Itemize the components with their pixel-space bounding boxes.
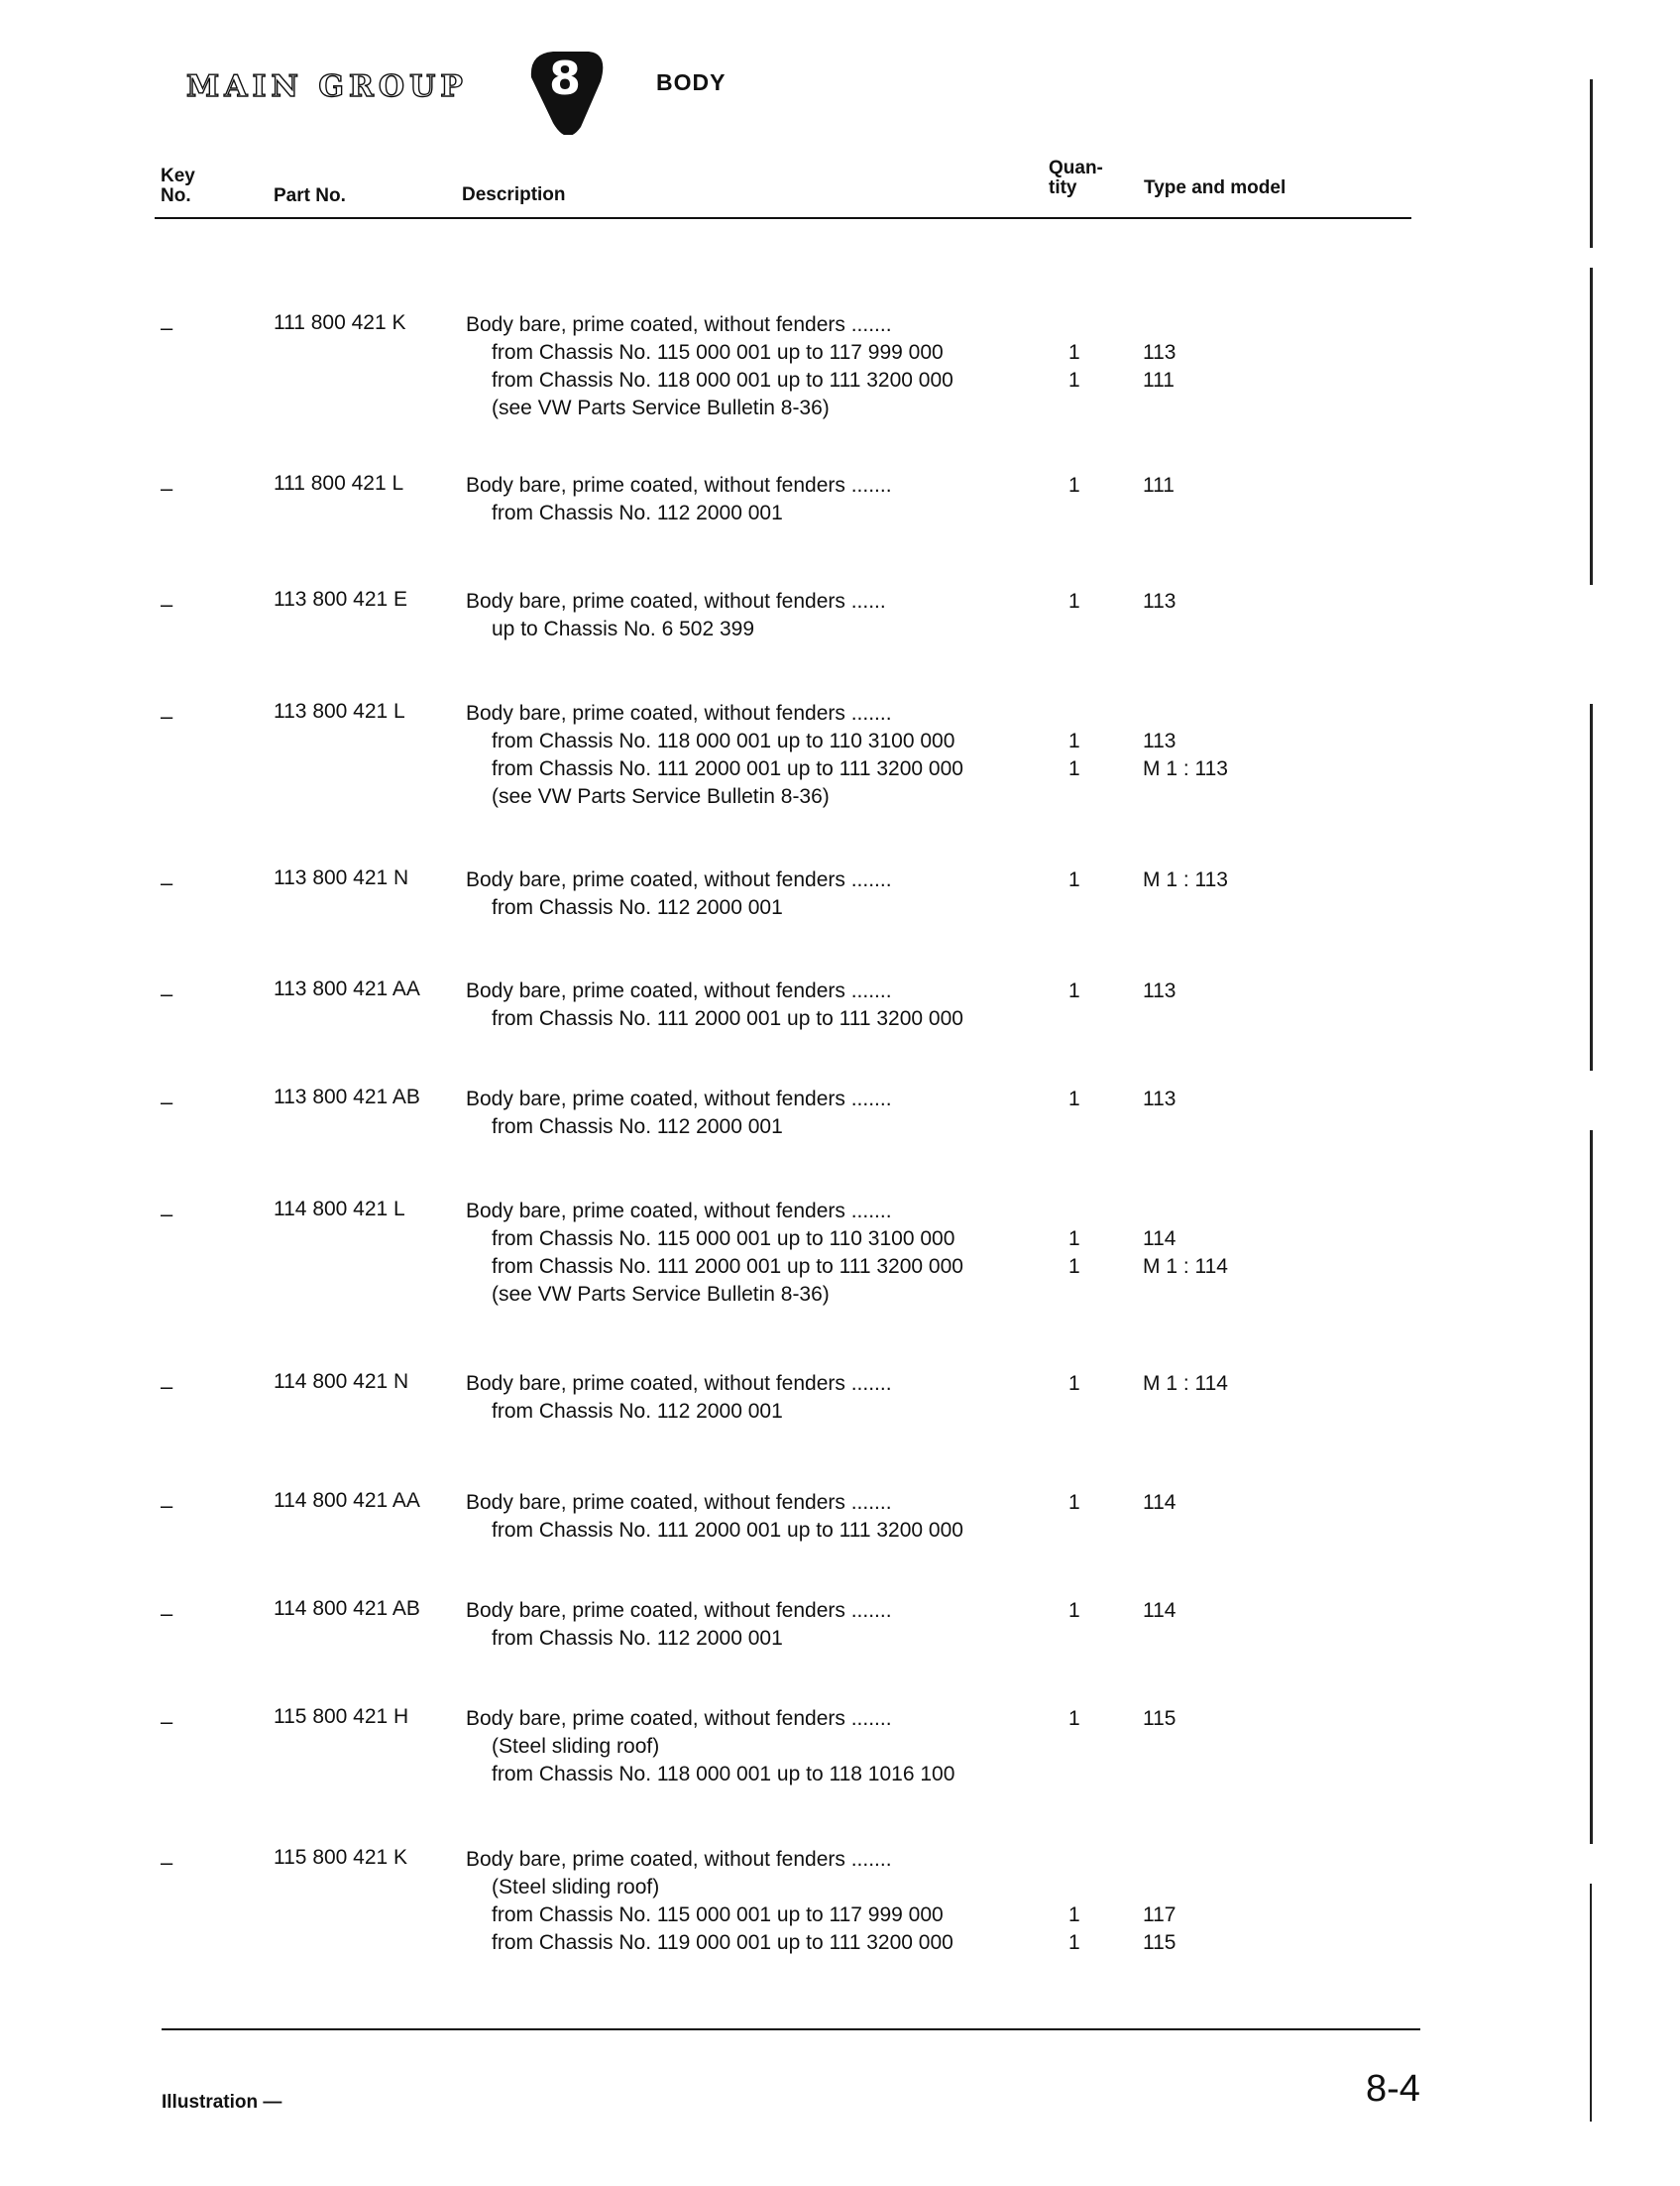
qty-line bbox=[1068, 500, 1098, 527]
desc-line: from Chassis No. 111 2000 001 up to 111 3200 000 bbox=[492, 757, 963, 780]
qty-line: 1 bbox=[1068, 474, 1080, 497]
qty-line: 1 bbox=[1068, 979, 1080, 1002]
qty-line bbox=[1068, 700, 1098, 728]
description bbox=[466, 472, 1041, 527]
desc-line: from Chassis No. 112 2000 001 bbox=[492, 1627, 783, 1650]
qty-line: 1 bbox=[1068, 1255, 1080, 1278]
type-line bbox=[1143, 1281, 1341, 1309]
type-line bbox=[1143, 1733, 1341, 1761]
qty-line: 1 bbox=[1068, 1707, 1080, 1730]
col-part-no: Part No. bbox=[274, 185, 346, 206]
type-line: 113 bbox=[1143, 341, 1176, 364]
desc-line: Body bare, prime coated, without fenders ....... bbox=[466, 1707, 892, 1730]
key-no: – bbox=[161, 1601, 173, 1626]
col-key-no: Key No. bbox=[161, 166, 195, 206]
type-line bbox=[1143, 700, 1341, 728]
type-line: 111 bbox=[1143, 474, 1175, 497]
key-no: – bbox=[161, 870, 173, 895]
desc-line: Body bare, prime coated, without fenders ....... bbox=[466, 1088, 892, 1110]
qty-line: 1 bbox=[1068, 757, 1080, 780]
qty-line: 1 bbox=[1068, 1088, 1080, 1110]
quantity bbox=[1068, 311, 1098, 422]
desc-line: Body bare, prime coated, without fenders ...... bbox=[466, 590, 886, 613]
description bbox=[466, 1370, 1041, 1426]
key-no: – bbox=[161, 592, 173, 617]
desc-line: Body bare, prime coated, without fenders ....... bbox=[466, 702, 892, 725]
key-no: – bbox=[161, 476, 173, 501]
quantity bbox=[1068, 1370, 1098, 1426]
qty-line: 1 bbox=[1068, 341, 1080, 364]
type-model bbox=[1143, 311, 1341, 422]
part-no: 113 800 421 AB bbox=[274, 1086, 420, 1108]
key-no: – bbox=[161, 1374, 173, 1399]
part-no: 114 800 421 AA bbox=[274, 1489, 420, 1512]
quantity bbox=[1068, 1086, 1098, 1141]
description bbox=[466, 1198, 1041, 1309]
type-line: 113 bbox=[1143, 590, 1176, 613]
desc-line: (Steel sliding roof) bbox=[492, 1735, 660, 1758]
qty-line: 1 bbox=[1068, 1599, 1080, 1622]
desc-line: from Chassis No. 111 2000 001 up to 111 3200 000 bbox=[492, 1007, 963, 1030]
description bbox=[466, 1597, 1041, 1653]
type-line: 113 bbox=[1143, 1088, 1176, 1110]
col-type-model: Type and model bbox=[1144, 177, 1287, 198]
desc-line: Body bare, prime coated, without fenders ....... bbox=[466, 979, 892, 1002]
type-model bbox=[1143, 1086, 1341, 1141]
footer-rule bbox=[162, 2028, 1420, 2030]
type-line: 114 bbox=[1143, 1491, 1176, 1514]
type-line: M 1 : 114 bbox=[1143, 1255, 1228, 1278]
desc-line: from Chassis No. 112 2000 001 bbox=[492, 1115, 783, 1138]
qty-line bbox=[1068, 894, 1098, 922]
part-no: 114 800 421 N bbox=[274, 1370, 409, 1393]
key-no: – bbox=[161, 315, 173, 340]
part-no: 114 800 421 AB bbox=[274, 1597, 420, 1620]
type-line: 114 bbox=[1143, 1599, 1176, 1622]
part-no: 114 800 421 L bbox=[274, 1198, 405, 1220]
type-model bbox=[1143, 588, 1341, 643]
quantity bbox=[1068, 1198, 1098, 1309]
qty-line bbox=[1068, 1517, 1098, 1545]
qty-line: 1 bbox=[1068, 1931, 1080, 1954]
qty-line bbox=[1068, 1761, 1098, 1788]
type-model bbox=[1143, 1846, 1341, 1957]
type-line: 117 bbox=[1143, 1903, 1176, 1926]
qty-line bbox=[1068, 1625, 1098, 1653]
desc-line: Body bare, prime coated, without fenders ....... bbox=[466, 1200, 892, 1222]
desc-line: Body bare, prime coated, without fenders ....... bbox=[466, 474, 892, 497]
type-line bbox=[1143, 1846, 1341, 1874]
key-no: – bbox=[161, 1493, 173, 1518]
type-line bbox=[1143, 1874, 1341, 1901]
scan-edge-mark bbox=[1590, 1130, 1593, 1844]
desc-line: (see VW Parts Service Bulletin 8-36) bbox=[492, 1283, 830, 1306]
qty-line: 1 bbox=[1068, 369, 1080, 392]
type-line bbox=[1143, 894, 1341, 922]
type-line: M 1 : 114 bbox=[1143, 1372, 1228, 1395]
type-line: 115 bbox=[1143, 1931, 1176, 1954]
type-model bbox=[1143, 1489, 1341, 1545]
desc-line: Body bare, prime coated, without fenders ....... bbox=[466, 1599, 892, 1622]
qty-line: 1 bbox=[1068, 1903, 1080, 1926]
type-line bbox=[1143, 1005, 1341, 1033]
scan-edge-mark bbox=[1590, 268, 1593, 585]
key-no: – bbox=[161, 704, 173, 729]
type-line bbox=[1143, 500, 1341, 527]
quantity bbox=[1068, 1489, 1098, 1545]
type-line bbox=[1143, 783, 1341, 811]
type-line bbox=[1143, 1113, 1341, 1141]
section-title: BODY bbox=[656, 69, 727, 95]
description bbox=[466, 1086, 1041, 1141]
qty-line bbox=[1068, 1198, 1098, 1225]
quantity bbox=[1068, 588, 1098, 643]
quantity bbox=[1068, 472, 1098, 527]
quantity bbox=[1068, 700, 1098, 811]
header-rule bbox=[155, 217, 1411, 219]
key-no: – bbox=[161, 1202, 173, 1226]
type-line: 113 bbox=[1143, 730, 1176, 752]
type-line: M 1 : 113 bbox=[1143, 757, 1228, 780]
desc-line: from Chassis No. 119 000 001 up to 111 3200 000 bbox=[492, 1931, 953, 1954]
type-model bbox=[1143, 866, 1341, 922]
description bbox=[466, 866, 1041, 922]
desc-line: from Chassis No. 112 2000 001 bbox=[492, 896, 783, 919]
desc-line: from Chassis No. 118 000 001 up to 110 3100 000 bbox=[492, 730, 955, 752]
type-model bbox=[1143, 1370, 1341, 1426]
part-no: 115 800 421 H bbox=[274, 1705, 409, 1728]
desc-line: from Chassis No. 111 2000 001 up to 111 3200 000 bbox=[492, 1519, 963, 1542]
key-no: – bbox=[161, 1709, 173, 1734]
qty-line bbox=[1068, 783, 1098, 811]
qty-line bbox=[1068, 1733, 1098, 1761]
qty-line bbox=[1068, 616, 1098, 643]
type-line bbox=[1143, 1625, 1341, 1653]
desc-line: Body bare, prime coated, without fenders ....... bbox=[466, 868, 892, 891]
type-line bbox=[1143, 1517, 1341, 1545]
qty-line: 1 bbox=[1068, 730, 1080, 752]
part-no: 115 800 421 K bbox=[274, 1846, 408, 1869]
type-line bbox=[1143, 395, 1341, 422]
desc-line: from Chassis No. 115 000 001 up to 117 999 000 bbox=[492, 341, 944, 364]
main-group-label: MAIN GROUP bbox=[186, 69, 468, 104]
part-no: 113 800 421 N bbox=[274, 866, 409, 889]
type-model bbox=[1143, 1597, 1341, 1653]
part-no: 113 800 421 E bbox=[274, 588, 408, 611]
key-no: – bbox=[161, 1090, 173, 1114]
desc-line: from Chassis No. 118 000 001 up to 118 1016 100 bbox=[492, 1763, 955, 1785]
part-no: 113 800 421 AA bbox=[274, 978, 420, 1000]
page-number: 8-4 bbox=[1366, 2068, 1420, 2110]
qty-line bbox=[1068, 1281, 1098, 1309]
type-model bbox=[1143, 700, 1341, 811]
qty-line bbox=[1068, 311, 1098, 339]
qty-line bbox=[1068, 395, 1098, 422]
description bbox=[466, 311, 1041, 422]
key-no: – bbox=[161, 1850, 173, 1875]
illustration-label: Illustration — bbox=[162, 2092, 282, 2113]
group-number: 8 bbox=[548, 52, 581, 105]
type-line bbox=[1143, 311, 1341, 339]
desc-line: Body bare, prime coated, without fenders ....... bbox=[466, 1848, 892, 1871]
desc-line: (Steel sliding roof) bbox=[492, 1876, 660, 1898]
description bbox=[466, 1489, 1041, 1545]
type-line bbox=[1143, 616, 1341, 643]
qty-line bbox=[1068, 1398, 1098, 1426]
type-line bbox=[1143, 1398, 1341, 1426]
quantity bbox=[1068, 1705, 1098, 1788]
qty-line: 1 bbox=[1068, 1372, 1080, 1395]
desc-line: from Chassis No. 115 000 001 up to 117 999 000 bbox=[492, 1903, 944, 1926]
type-model bbox=[1143, 1705, 1341, 1788]
scan-edge-mark bbox=[1590, 79, 1593, 248]
type-line: 114 bbox=[1143, 1227, 1176, 1250]
description bbox=[466, 588, 1041, 643]
description bbox=[466, 1705, 1041, 1788]
quantity bbox=[1068, 1846, 1098, 1957]
type-line bbox=[1143, 1761, 1341, 1788]
desc-line: up to Chassis No. 6 502 399 bbox=[492, 618, 755, 640]
description bbox=[466, 978, 1041, 1033]
desc-line: (see VW Parts Service Bulletin 8-36) bbox=[492, 397, 830, 419]
desc-line: Body bare, prime coated, without fenders ....... bbox=[466, 1372, 892, 1395]
desc-line: (see VW Parts Service Bulletin 8-36) bbox=[492, 785, 830, 808]
type-line: 111 bbox=[1143, 369, 1175, 392]
qty-line: 1 bbox=[1068, 1491, 1080, 1514]
qty-line bbox=[1068, 1005, 1098, 1033]
desc-line: Body bare, prime coated, without fenders ....... bbox=[466, 1491, 892, 1514]
type-model bbox=[1143, 472, 1341, 527]
description bbox=[466, 1846, 1041, 1957]
qty-line bbox=[1068, 1846, 1098, 1874]
col-quantity: Quan- tity bbox=[1049, 158, 1103, 198]
type-model bbox=[1143, 978, 1341, 1033]
quantity bbox=[1068, 866, 1098, 922]
type-line: M 1 : 113 bbox=[1143, 868, 1228, 891]
type-model bbox=[1143, 1198, 1341, 1309]
qty-line: 1 bbox=[1068, 868, 1080, 891]
scan-edge-mark bbox=[1590, 1884, 1592, 2122]
qty-line bbox=[1068, 1874, 1098, 1901]
type-line: 115 bbox=[1143, 1707, 1176, 1730]
qty-line bbox=[1068, 1113, 1098, 1141]
desc-line: from Chassis No. 112 2000 001 bbox=[492, 1400, 783, 1423]
description bbox=[466, 700, 1041, 811]
desc-line: from Chassis No. 118 000 001 up to 111 3200 000 bbox=[492, 369, 953, 392]
col-description: Description bbox=[462, 184, 566, 205]
part-no: 111 800 421 L bbox=[274, 472, 404, 495]
quantity bbox=[1068, 978, 1098, 1033]
qty-line: 1 bbox=[1068, 590, 1080, 613]
qty-line: 1 bbox=[1068, 1227, 1080, 1250]
key-no: – bbox=[161, 981, 173, 1006]
desc-line: Body bare, prime coated, without fenders ....... bbox=[466, 313, 892, 336]
type-line bbox=[1143, 1198, 1341, 1225]
desc-line: from Chassis No. 112 2000 001 bbox=[492, 502, 783, 524]
desc-line: from Chassis No. 115 000 001 up to 110 3100 000 bbox=[492, 1227, 955, 1250]
scan-edge-mark bbox=[1590, 704, 1593, 1071]
part-no: 111 800 421 K bbox=[274, 311, 406, 334]
part-no: 113 800 421 L bbox=[274, 700, 405, 723]
desc-line: from Chassis No. 111 2000 001 up to 111 3200 000 bbox=[492, 1255, 963, 1278]
quantity bbox=[1068, 1597, 1098, 1653]
type-line: 113 bbox=[1143, 979, 1176, 1002]
